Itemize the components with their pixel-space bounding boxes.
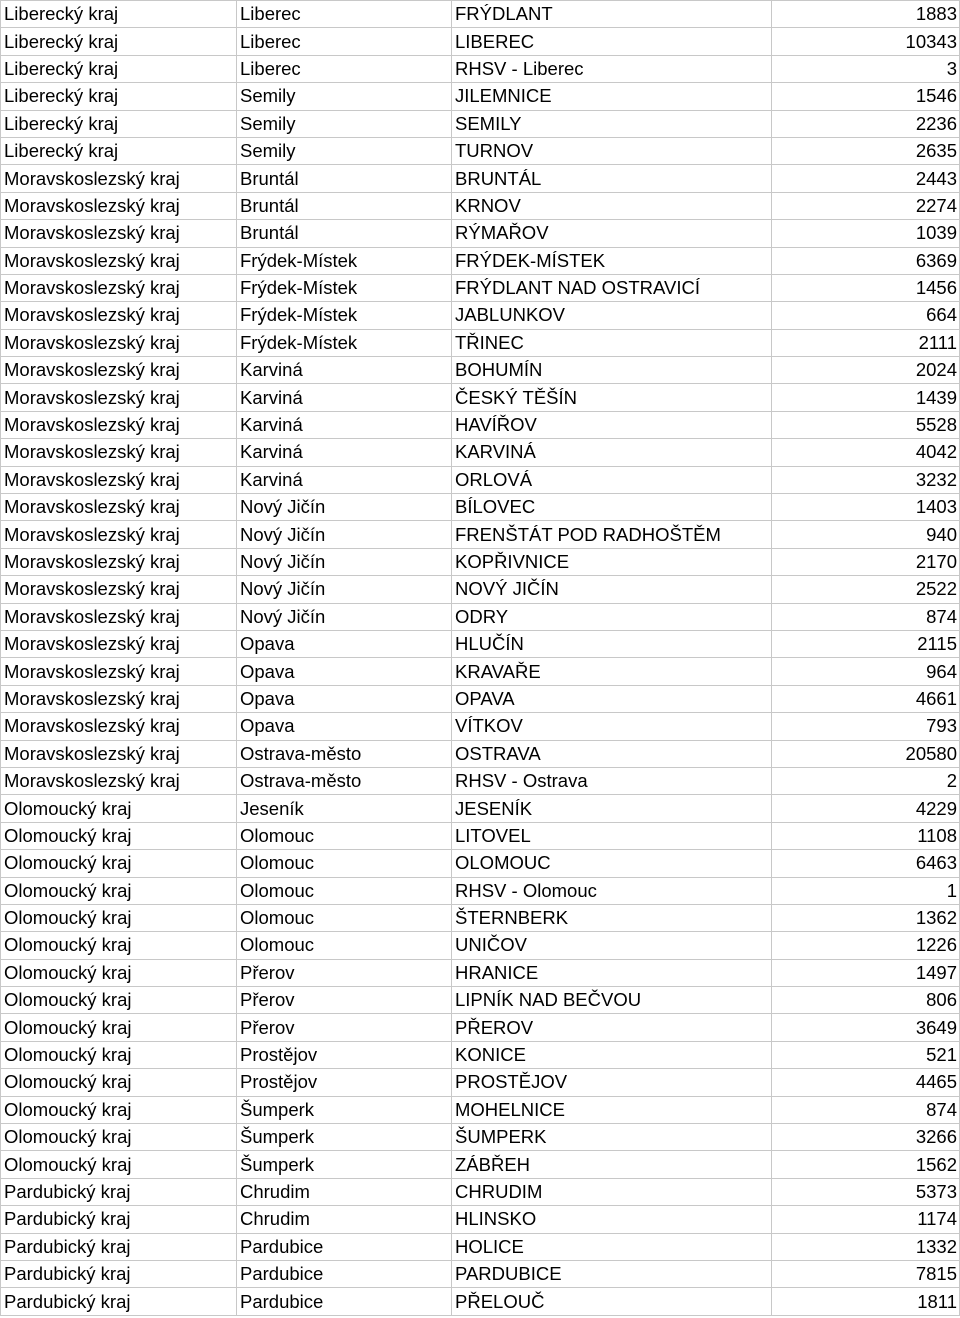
- office-cell: JABLUNKOV: [452, 302, 772, 329]
- table-row: [1, 904, 960, 931]
- region-cell: Olomoucký kraj: [1, 1041, 237, 1068]
- count-cell: 3: [772, 55, 960, 82]
- region-cell: Olomoucký kraj: [1, 795, 237, 822]
- office-cell: PROSTĚJOV: [452, 1069, 772, 1096]
- table-row: [1, 795, 960, 822]
- district-cell: Přerov: [237, 959, 452, 986]
- count-cell: 3266: [772, 1124, 960, 1151]
- office-cell: HRANICE: [452, 959, 772, 986]
- count-cell: 1174: [772, 1206, 960, 1233]
- office-cell: BOHUMÍN: [452, 357, 772, 384]
- district-cell: Karviná: [237, 411, 452, 438]
- region-cell: Olomoucký kraj: [1, 1151, 237, 1178]
- region-cell: Pardubický kraj: [1, 1206, 237, 1233]
- table-row: [1, 466, 960, 493]
- count-cell: 3649: [772, 1014, 960, 1041]
- count-cell: 806: [772, 987, 960, 1014]
- count-cell: 1439: [772, 384, 960, 411]
- count-cell: 4465: [772, 1069, 960, 1096]
- count-cell: 2: [772, 767, 960, 794]
- table-row: [1, 877, 960, 904]
- table-row: [1, 685, 960, 712]
- district-cell: Šumperk: [237, 1151, 452, 1178]
- region-cell: Liberecký kraj: [1, 1, 237, 28]
- office-cell: FRÝDLANT NAD OSTRAVICÍ: [452, 274, 772, 301]
- region-cell: Olomoucký kraj: [1, 877, 237, 904]
- region-cell: Olomoucký kraj: [1, 959, 237, 986]
- district-cell: Olomouc: [237, 850, 452, 877]
- office-cell: RÝMAŘOV: [452, 220, 772, 247]
- office-cell: TŘINEC: [452, 329, 772, 356]
- table-row: [1, 1288, 960, 1315]
- region-cell: Olomoucký kraj: [1, 1014, 237, 1041]
- region-cell: Moravskoslezský kraj: [1, 247, 237, 274]
- region-cell: Moravskoslezský kraj: [1, 713, 237, 740]
- table-row: [1, 932, 960, 959]
- region-cell: Moravskoslezský kraj: [1, 494, 237, 521]
- office-cell: ŠUMPERK: [452, 1124, 772, 1151]
- table-row: [1, 1260, 960, 1287]
- region-cell: Liberecký kraj: [1, 110, 237, 137]
- table-row: [1, 1124, 960, 1151]
- region-cell: Moravskoslezský kraj: [1, 685, 237, 712]
- region-cell: Moravskoslezský kraj: [1, 302, 237, 329]
- count-cell: 10343: [772, 28, 960, 55]
- office-cell: UNIČOV: [452, 932, 772, 959]
- office-cell: JESENÍK: [452, 795, 772, 822]
- office-cell: PARDUBICE: [452, 1260, 772, 1287]
- count-cell: 2115: [772, 630, 960, 657]
- office-cell: OPAVA: [452, 685, 772, 712]
- region-cell: Moravskoslezský kraj: [1, 192, 237, 219]
- district-cell: Olomouc: [237, 904, 452, 931]
- region-cell: Moravskoslezský kraj: [1, 357, 237, 384]
- office-cell: BRUNTÁL: [452, 165, 772, 192]
- office-cell: KRAVAŘE: [452, 658, 772, 685]
- count-cell: 2443: [772, 165, 960, 192]
- table-row: [1, 137, 960, 164]
- table-row: [1, 576, 960, 603]
- table-row: [1, 439, 960, 466]
- office-cell: RHSV - Olomouc: [452, 877, 772, 904]
- region-cell: Liberecký kraj: [1, 55, 237, 82]
- count-cell: 1332: [772, 1233, 960, 1260]
- office-cell: TURNOV: [452, 137, 772, 164]
- count-cell: 1362: [772, 904, 960, 931]
- office-cell: ZÁBŘEH: [452, 1151, 772, 1178]
- district-cell: Pardubice: [237, 1260, 452, 1287]
- region-cell: Olomoucký kraj: [1, 904, 237, 931]
- table-row: [1, 713, 960, 740]
- district-cell: Nový Jičín: [237, 548, 452, 575]
- office-cell: KARVINÁ: [452, 439, 772, 466]
- count-cell: 664: [772, 302, 960, 329]
- district-cell: Chrudim: [237, 1206, 452, 1233]
- count-cell: 4042: [772, 439, 960, 466]
- count-cell: 1562: [772, 1151, 960, 1178]
- table-row: [1, 1233, 960, 1260]
- table-row: [1, 1206, 960, 1233]
- region-cell: Olomoucký kraj: [1, 1124, 237, 1151]
- district-cell: Prostějov: [237, 1069, 452, 1096]
- district-cell: Liberec: [237, 28, 452, 55]
- district-cell: Jeseník: [237, 795, 452, 822]
- table-row: [1, 658, 960, 685]
- district-cell: Opava: [237, 685, 452, 712]
- district-cell: Přerov: [237, 987, 452, 1014]
- table-row: [1, 55, 960, 82]
- table-row: [1, 384, 960, 411]
- region-cell: Moravskoslezský kraj: [1, 165, 237, 192]
- table-row: [1, 1069, 960, 1096]
- office-cell: HOLICE: [452, 1233, 772, 1260]
- table-row: [1, 1041, 960, 1068]
- office-cell: HAVÍŘOV: [452, 411, 772, 438]
- office-cell: FRENŠTÁT POD RADHOŠTĚM: [452, 521, 772, 548]
- region-cell: Moravskoslezský kraj: [1, 576, 237, 603]
- table-row: [1, 767, 960, 794]
- region-cell: Liberecký kraj: [1, 28, 237, 55]
- office-cell: KONICE: [452, 1041, 772, 1068]
- office-cell: CHRUDIM: [452, 1178, 772, 1205]
- district-cell: Opava: [237, 630, 452, 657]
- district-cell: Semily: [237, 83, 452, 110]
- count-cell: 964: [772, 658, 960, 685]
- count-cell: 940: [772, 521, 960, 548]
- count-cell: 4661: [772, 685, 960, 712]
- table-row: [1, 1, 960, 28]
- district-cell: Ostrava-město: [237, 740, 452, 767]
- district-cell: Frýdek-Místek: [237, 247, 452, 274]
- office-cell: FRÝDLANT: [452, 1, 772, 28]
- table-row: [1, 1151, 960, 1178]
- district-cell: Frýdek-Místek: [237, 302, 452, 329]
- district-cell: Olomouc: [237, 877, 452, 904]
- table-body: [1, 1, 960, 1316]
- district-cell: Frýdek-Místek: [237, 329, 452, 356]
- region-cell: Moravskoslezský kraj: [1, 548, 237, 575]
- region-cell: Moravskoslezský kraj: [1, 384, 237, 411]
- region-cell: Pardubický kraj: [1, 1288, 237, 1315]
- district-cell: Semily: [237, 110, 452, 137]
- region-cell: Olomoucký kraj: [1, 987, 237, 1014]
- district-cell: Bruntál: [237, 192, 452, 219]
- count-cell: 2635: [772, 137, 960, 164]
- table-row: [1, 83, 960, 110]
- count-cell: 874: [772, 1096, 960, 1123]
- office-cell: KRNOV: [452, 192, 772, 219]
- office-cell: SEMILY: [452, 110, 772, 137]
- count-cell: 2274: [772, 192, 960, 219]
- region-cell: Pardubický kraj: [1, 1233, 237, 1260]
- table-row: [1, 28, 960, 55]
- region-cell: Olomoucký kraj: [1, 822, 237, 849]
- district-cell: Olomouc: [237, 932, 452, 959]
- region-cell: Moravskoslezský kraj: [1, 740, 237, 767]
- count-cell: 874: [772, 603, 960, 630]
- region-cell: Moravskoslezský kraj: [1, 329, 237, 356]
- office-cell: OSTRAVA: [452, 740, 772, 767]
- table-row: [1, 521, 960, 548]
- count-cell: 2522: [772, 576, 960, 603]
- office-cell: ČESKÝ TĚŠÍN: [452, 384, 772, 411]
- office-cell: ODRY: [452, 603, 772, 630]
- district-cell: Pardubice: [237, 1288, 452, 1315]
- count-cell: 5528: [772, 411, 960, 438]
- region-cell: Olomoucký kraj: [1, 1069, 237, 1096]
- region-cell: Pardubický kraj: [1, 1178, 237, 1205]
- region-cell: Moravskoslezský kraj: [1, 658, 237, 685]
- region-cell: Moravskoslezský kraj: [1, 220, 237, 247]
- table-row: [1, 494, 960, 521]
- district-cell: Frýdek-Místek: [237, 274, 452, 301]
- count-cell: 1: [772, 877, 960, 904]
- office-cell: RHSV - Liberec: [452, 55, 772, 82]
- table-row: [1, 110, 960, 137]
- table-row: [1, 357, 960, 384]
- office-cell: ORLOVÁ: [452, 466, 772, 493]
- district-cell: Nový Jičín: [237, 576, 452, 603]
- count-cell: 1497: [772, 959, 960, 986]
- table-row: [1, 1178, 960, 1205]
- count-cell: 793: [772, 713, 960, 740]
- region-cell: Moravskoslezský kraj: [1, 411, 237, 438]
- office-cell: HLINSKO: [452, 1206, 772, 1233]
- office-cell: PŘELOUČ: [452, 1288, 772, 1315]
- district-cell: Liberec: [237, 1, 452, 28]
- count-cell: 3232: [772, 466, 960, 493]
- table-row: [1, 850, 960, 877]
- district-cell: Bruntál: [237, 165, 452, 192]
- table-row: [1, 1096, 960, 1123]
- count-cell: 7815: [772, 1260, 960, 1287]
- count-cell: 2236: [772, 110, 960, 137]
- region-cell: Moravskoslezský kraj: [1, 603, 237, 630]
- count-cell: 1226: [772, 932, 960, 959]
- table-row: [1, 822, 960, 849]
- office-cell: MOHELNICE: [452, 1096, 772, 1123]
- table-row: [1, 302, 960, 329]
- district-cell: Chrudim: [237, 1178, 452, 1205]
- region-cell: Moravskoslezský kraj: [1, 521, 237, 548]
- district-cell: Semily: [237, 137, 452, 164]
- district-cell: Karviná: [237, 439, 452, 466]
- region-cell: Olomoucký kraj: [1, 932, 237, 959]
- office-cell: OLOMOUC: [452, 850, 772, 877]
- count-cell: 1811: [772, 1288, 960, 1315]
- count-cell: 1456: [772, 274, 960, 301]
- table-row: [1, 740, 960, 767]
- region-cell: Moravskoslezský kraj: [1, 466, 237, 493]
- office-cell: LITOVEL: [452, 822, 772, 849]
- count-cell: 2111: [772, 329, 960, 356]
- region-cell: Pardubický kraj: [1, 1260, 237, 1287]
- office-cell: HLUČÍN: [452, 630, 772, 657]
- district-cell: Olomouc: [237, 822, 452, 849]
- region-cell: Moravskoslezský kraj: [1, 274, 237, 301]
- region-cell: Moravskoslezský kraj: [1, 630, 237, 657]
- region-cell: Moravskoslezský kraj: [1, 439, 237, 466]
- district-cell: Ostrava-město: [237, 767, 452, 794]
- table-row: [1, 548, 960, 575]
- count-cell: 1546: [772, 83, 960, 110]
- count-cell: 6369: [772, 247, 960, 274]
- table-row: [1, 987, 960, 1014]
- district-cell: Šumperk: [237, 1124, 452, 1151]
- count-cell: 2170: [772, 548, 960, 575]
- office-cell: PŘEROV: [452, 1014, 772, 1041]
- region-cell: Liberecký kraj: [1, 83, 237, 110]
- office-cell: ŠTERNBERK: [452, 904, 772, 931]
- district-cell: Liberec: [237, 55, 452, 82]
- count-cell: 1108: [772, 822, 960, 849]
- district-cell: Bruntál: [237, 220, 452, 247]
- table-row: [1, 1014, 960, 1041]
- count-cell: 6463: [772, 850, 960, 877]
- district-cell: Nový Jičín: [237, 494, 452, 521]
- office-cell: FRÝDEK-MÍSTEK: [452, 247, 772, 274]
- district-cell: Přerov: [237, 1014, 452, 1041]
- district-cell: Karviná: [237, 466, 452, 493]
- count-cell: 1039: [772, 220, 960, 247]
- count-cell: 5373: [772, 1178, 960, 1205]
- region-cell: Olomoucký kraj: [1, 850, 237, 877]
- count-cell: 2024: [772, 357, 960, 384]
- count-cell: 1403: [772, 494, 960, 521]
- district-cell: Opava: [237, 713, 452, 740]
- table-row: [1, 192, 960, 219]
- office-cell: NOVÝ JIČÍN: [452, 576, 772, 603]
- table-row: [1, 274, 960, 301]
- district-cell: Nový Jičín: [237, 603, 452, 630]
- office-cell: JILEMNICE: [452, 83, 772, 110]
- district-cell: Prostějov: [237, 1041, 452, 1068]
- district-cell: Pardubice: [237, 1233, 452, 1260]
- count-cell: 20580: [772, 740, 960, 767]
- table-row: [1, 329, 960, 356]
- table-row: [1, 630, 960, 657]
- region-cell: Liberecký kraj: [1, 137, 237, 164]
- table-row: [1, 411, 960, 438]
- office-cell: RHSV - Ostrava: [452, 767, 772, 794]
- table-row: [1, 603, 960, 630]
- table-row: [1, 220, 960, 247]
- district-cell: Opava: [237, 658, 452, 685]
- table-row: [1, 165, 960, 192]
- region-cell: Moravskoslezský kraj: [1, 767, 237, 794]
- office-cell: VÍTKOV: [452, 713, 772, 740]
- count-cell: 521: [772, 1041, 960, 1068]
- region-cell: Olomoucký kraj: [1, 1096, 237, 1123]
- district-cell: Nový Jičín: [237, 521, 452, 548]
- office-cell: LIBEREC: [452, 28, 772, 55]
- district-cell: Karviná: [237, 384, 452, 411]
- table-row: [1, 959, 960, 986]
- office-cell: BÍLOVEC: [452, 494, 772, 521]
- district-cell: Šumperk: [237, 1096, 452, 1123]
- office-cell: LIPNÍK NAD BEČVOU: [452, 987, 772, 1014]
- count-cell: 1883: [772, 1, 960, 28]
- table-row: [1, 247, 960, 274]
- district-cell: Karviná: [237, 357, 452, 384]
- office-cell: KOPŘIVNICE: [452, 548, 772, 575]
- count-cell: 4229: [772, 795, 960, 822]
